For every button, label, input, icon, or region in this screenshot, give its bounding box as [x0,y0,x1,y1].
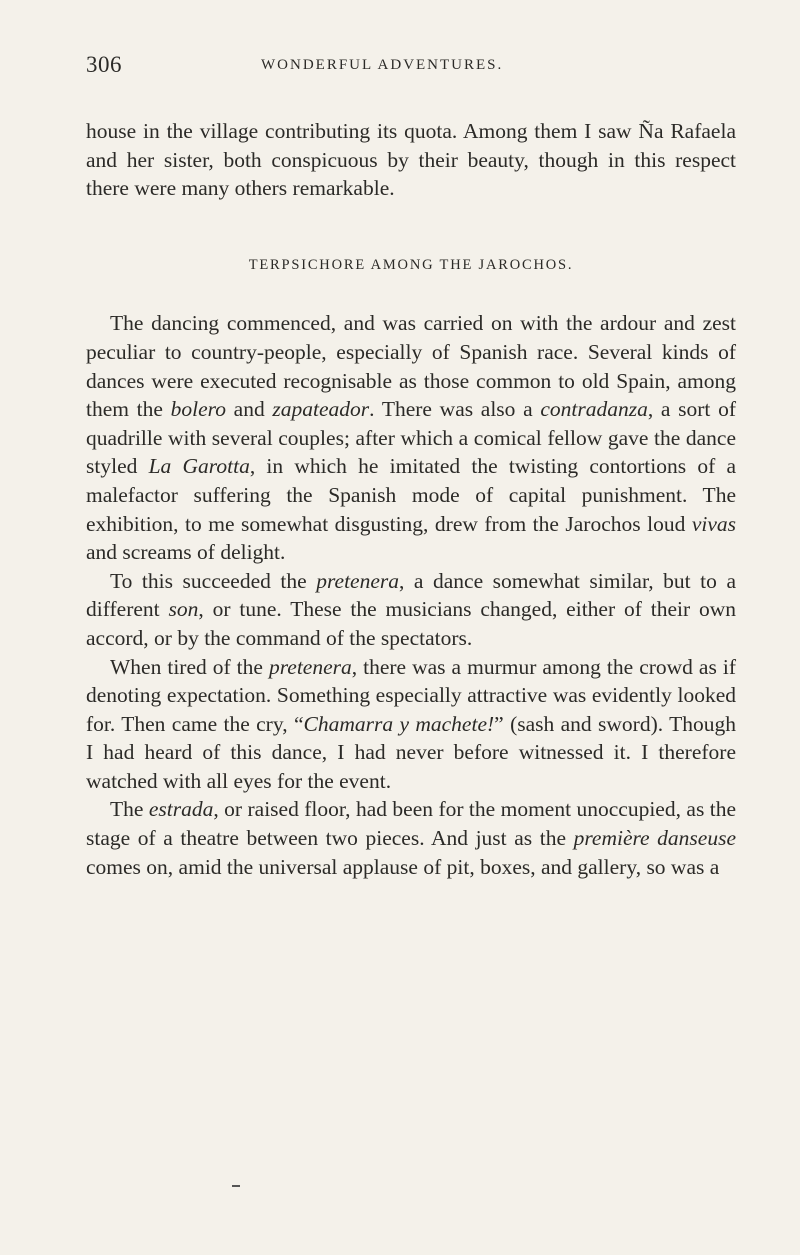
text-block [86,117,736,881]
text-run: The [110,797,149,822]
text-run: and [225,397,273,422]
text-run: comes on, amid the universal applause of pit, boxes, and gallery, so was a [86,854,720,879]
italic-term: Chamarra y machete! [303,711,495,736]
italic-term: La Garotta [148,454,250,479]
italic-term: estrada [148,797,214,822]
italic-term: pretenera [268,654,352,679]
text-run: When tired of the [110,654,269,679]
text-run: , in which he imitated the twisting contortions of a malefactor suffering the Spanish mode of capital punishment. The exhibition, to me somewhat disgusting, drew from the Jarochos loud [86,454,737,536]
text-run: , or raised floor, had been for the moment unoccupied, as the stage of a theatre between two pieces. And just as the [86,797,736,851]
text-run: The dancing commenced, and was carried on with the ardour and zest peculiar to country-people, especially of Spanish race. Several kinds of dances were executed recognisable as those common to old Spain, among them the [86,311,736,422]
italic-term: pretenera [316,568,400,593]
text-run: . There was also a [369,397,541,422]
book-page [86,52,736,881]
italic-term: bolero [170,397,226,422]
text-run: To this succeeded the [110,568,317,593]
text-run: and screams of delight. [86,540,286,565]
paragraph-chamarra [86,653,736,796]
text-run: ” (sash and sword). Though I had heard of this dance, I had never before witnessed it. I therefore watched with all eyes for the event. [86,711,736,793]
section-heading: TERPSICHORE AMONG THE JAROCHOS. [248,256,574,273]
opening-paragraph: house in the village contributing its quota. Among them I saw Ña Rafaela and her sister, both conspicuous by their beauty, though in this respect there were many others remarkable. [86,119,736,201]
italic-term: vivas [691,511,736,536]
paragraph-pretenera [86,567,736,653]
italic-term: zapateador [272,397,370,422]
text-run: , a sort of quadrille with several couples; after which a comical fellow gave the dance styled [86,397,737,479]
paragraph-dancing-commenced [86,309,736,566]
text-run: , or tune. These the musicians changed, either of their own accord, or by the command of the spectators. [86,597,736,650]
running-title: WONDERFUL ADVENTURES. [261,57,504,73]
running-head [86,52,736,84]
page-number: 306 [86,52,122,77]
italic-term: première danseuse [573,826,736,851]
signature-mark [232,1185,240,1187]
italic-term: contradanza [540,397,648,422]
italic-term: son [168,597,199,622]
text-run: , a dance somewhat similar, but to a different [86,568,736,622]
text-run: , there was a murmur among the crowd as if denoting expectation. Something especially attractive was evidently looked for. Then came the cry, “ [86,654,736,736]
paragraph-estrada [86,795,736,881]
